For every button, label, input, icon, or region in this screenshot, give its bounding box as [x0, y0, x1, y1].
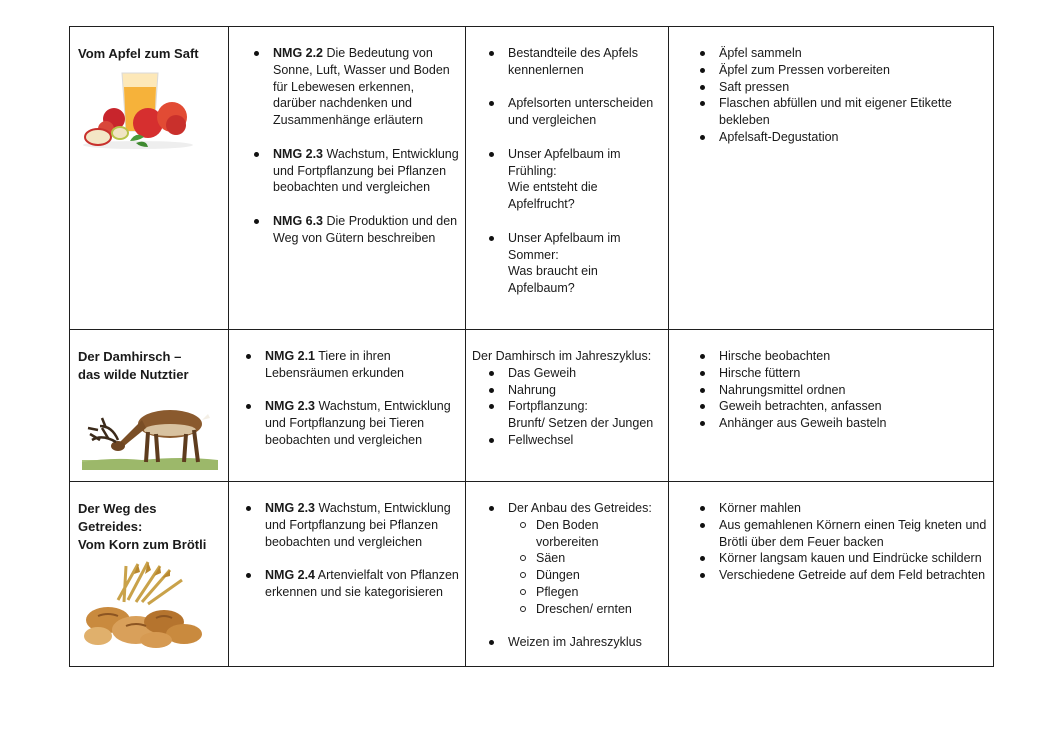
list-item: Hirsche beobachten	[691, 348, 987, 365]
activities-cell	[669, 27, 994, 330]
list-item: Äpfel sammeln	[691, 45, 987, 62]
apple-juice-image	[78, 69, 203, 151]
goals-cell	[229, 330, 466, 482]
list-item	[480, 146, 662, 213]
table-row	[70, 482, 994, 667]
list-item: Nahrungsmittel ordnen	[691, 382, 987, 399]
list-item	[237, 500, 459, 550]
goals-cell	[229, 482, 466, 667]
list-item: Saft pressen	[691, 79, 987, 96]
sub-list-item: Düngen	[494, 567, 662, 584]
activities-cell	[669, 330, 994, 482]
goal-text: Die Bedeutung von Sonne, Luft, Wasser und Boden für Lebewesen erkennen, darüber nachdenken und Zusammenhänge erläutern	[273, 46, 450, 128]
topics-cell	[466, 27, 669, 330]
list-item	[237, 348, 459, 382]
sub-list-item: Den Boden vorbereiten	[494, 517, 662, 551]
list-item: Aus gemahlenen Körnern einen Teig kneten und Brötli über dem Feuer backen	[691, 517, 987, 551]
topic-title	[78, 348, 222, 384]
title-line: Vom Korn zum Brötli	[78, 537, 207, 552]
goal-text: Wachstum, Entwicklung und Fortpflanzung bei Tieren beobachten und vergleichen	[265, 399, 451, 447]
goal-text: Wachstum, Entwicklung und Fortpflanzung bei Pflanzen beobachten und vergleichen	[273, 146, 459, 195]
topics-cell	[466, 330, 669, 482]
topic-cell	[70, 27, 229, 330]
table-row	[70, 330, 994, 482]
topic-text: Unser Apfelbaum im Frühling:	[508, 146, 621, 178]
list-item: Flaschen abfüllen und mit eigener Etikette bekleben	[691, 95, 987, 129]
list-item	[480, 230, 662, 297]
goal-text: Wachstum, Entwicklung und Fortpflanzung bei Pflanzen beobachten und vergleichen	[265, 501, 451, 549]
list-item	[245, 146, 459, 196]
list-item	[237, 567, 459, 601]
topic-cell	[70, 330, 229, 482]
sub-list-item: Dreschen/ ernten	[494, 601, 662, 618]
list-item: Körner langsam kauen und Eindrücke schildern	[691, 550, 987, 567]
sub-list-item: Pflegen	[494, 584, 662, 601]
topic-text: Der Anbau des Getreides:	[508, 501, 652, 515]
list-item	[245, 213, 459, 247]
list-item: Hirsche füttern	[691, 365, 987, 382]
goal-text: Tiere in ihren Lebensräumen erkunden	[265, 349, 404, 380]
list-item: Nahrung	[480, 382, 662, 399]
topic-question: Wie entsteht die Apfelfrucht?	[508, 180, 598, 212]
list-item: Apfelsorten unterscheiden und vergleichen	[480, 95, 662, 129]
curriculum-code: NMG 2.3	[273, 146, 324, 161]
goals-cell	[229, 27, 466, 330]
list-item: Das Geweih	[480, 365, 662, 382]
list-item: Geweih betrachten, anfassen	[691, 398, 987, 415]
table-row	[70, 27, 994, 330]
list-item: Verschiedene Getreide auf dem Feld betrachten	[691, 567, 987, 584]
topic-title: Vom Apfel zum Saft	[78, 46, 199, 61]
goal-text: Artenvielfalt von Pflanzen erkennen und sie kategorisieren	[265, 568, 459, 599]
list-item: Weizen im Jahreszyklus	[480, 634, 662, 651]
list-item	[237, 398, 459, 448]
grain-bread-image	[78, 560, 208, 650]
curriculum-code: NMG 2.3	[265, 501, 316, 515]
fallow-deer-image	[78, 390, 218, 472]
list-item: Äpfel zum Pressen vorbereiten	[691, 62, 987, 79]
topic-title	[78, 500, 222, 554]
list-item: Körner mahlen	[691, 500, 987, 517]
topic-cell	[70, 482, 229, 667]
list-item: Fellwechsel	[480, 432, 662, 449]
curriculum-code: NMG 2.3	[265, 399, 316, 414]
list-item	[480, 500, 662, 517]
list-item: Apfelsaft-Degustation	[691, 129, 987, 146]
topics-cell	[466, 482, 669, 667]
topic-detail: Brunft/ Setzen der Jungen	[508, 416, 654, 431]
list-item: Bestandteile des Apfels kennenlernen	[480, 45, 662, 79]
topic-question: Was braucht ein Apfelbaum?	[508, 264, 598, 296]
title-line: Der Damhirsch –	[78, 349, 182, 364]
curriculum-code: NMG 2.4	[265, 568, 316, 583]
list-item: Anhänger aus Geweih basteln	[691, 415, 987, 432]
lesson-plan-table	[69, 26, 994, 667]
list-item	[480, 398, 662, 432]
title-line: Getreides:	[78, 519, 143, 534]
curriculum-code: NMG 6.3	[273, 213, 324, 228]
list-item	[245, 45, 459, 129]
topic-text: Unser Apfelbaum im Sommer:	[508, 230, 621, 262]
sub-list-item: Säen	[494, 550, 662, 567]
goal-text: Die Produktion und den Weg von Gütern beschreiben	[273, 213, 458, 245]
topics-intro: Der Damhirsch im Jahreszyklus:	[472, 349, 652, 363]
topic-text: Fortpflanzung:	[508, 399, 588, 414]
curriculum-code: NMG 2.2	[273, 46, 324, 60]
activities-cell	[669, 482, 994, 667]
title-line: das wilde Nutztier	[78, 367, 189, 382]
title-line: Der Weg des	[78, 501, 157, 516]
curriculum-code: NMG 2.1	[265, 349, 316, 363]
